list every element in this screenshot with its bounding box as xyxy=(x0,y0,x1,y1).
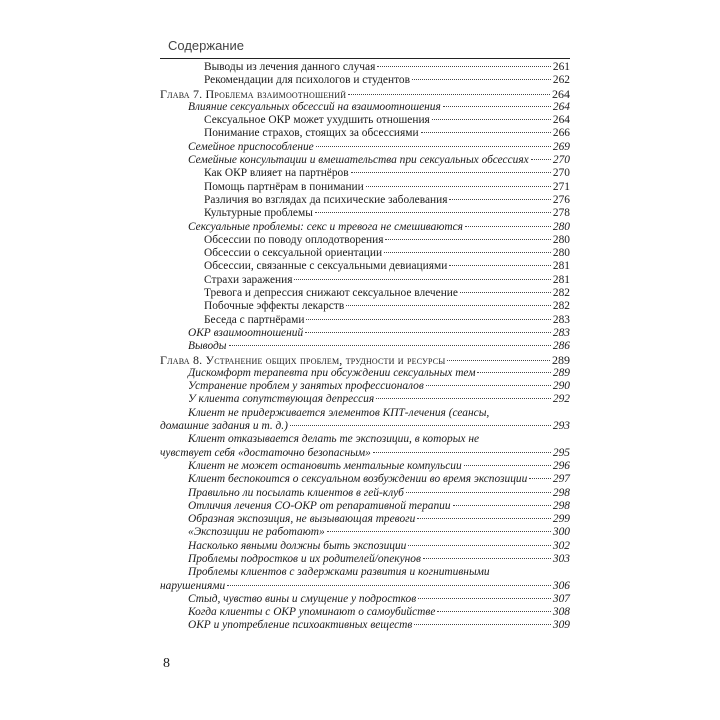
toc-entry-title: ОКР и употребление психоактивных веществ xyxy=(188,619,413,632)
toc-page-number: 264 xyxy=(552,100,570,113)
toc-entry xyxy=(160,327,570,340)
toc-chapter xyxy=(160,354,570,367)
toc-entry-title: Тревога и депрессия снижают сексуальное влечение xyxy=(204,287,458,300)
dot-leader xyxy=(432,119,551,120)
running-header: Содержание xyxy=(168,38,244,53)
toc-page-number: 306 xyxy=(552,579,570,592)
toc-entry xyxy=(160,473,570,486)
dot-leader xyxy=(447,360,550,361)
toc-page-number: 266 xyxy=(552,127,570,140)
toc-entry-title: Сексуальные проблемы: секс и тревога не смешиваются xyxy=(188,220,463,233)
toc-entry xyxy=(160,367,570,380)
toc-entry xyxy=(160,287,570,300)
dot-leader xyxy=(412,79,551,80)
toc-entry-title: Проблемы подростков и их родителей/опекунов xyxy=(188,552,421,565)
toc-entry-title: Устранение проблем у занятых профессионалов xyxy=(188,380,424,393)
toc-entry-title: Беседа с партнёрами xyxy=(204,313,305,326)
toc-page-number: 280 xyxy=(552,220,570,233)
dot-leader xyxy=(406,492,551,493)
toc-entry xyxy=(160,101,570,114)
toc-entry-title: Влияние сексуальных обсессий на взаимоотношения xyxy=(188,100,441,113)
toc-entry-title: Помощь партнёрам в понимании xyxy=(204,180,364,193)
toc-entry-title: Семейное приспособление xyxy=(188,140,314,153)
toc-entry-title: Дискомфорт терапевта при обсуждении сексуальных тем xyxy=(188,366,476,379)
toc-entry xyxy=(160,300,570,313)
toc-page-number: 289 xyxy=(552,366,570,379)
toc-entry-title: домашние задания и т. д.) xyxy=(160,420,288,433)
toc-entry-title-line1: Клиент отказывается делать те экспозиции, в которых не xyxy=(188,433,480,446)
dot-leader xyxy=(421,132,551,133)
toc-entry xyxy=(160,566,570,593)
toc-entry-title: Когда клиенты с ОКР упоминают о самоубийстве xyxy=(188,606,436,619)
toc-entry xyxy=(160,540,570,553)
dot-leader xyxy=(453,505,551,506)
dot-leader xyxy=(426,385,551,386)
header-rule xyxy=(160,58,570,59)
toc-entry xyxy=(160,314,570,327)
toc-entry xyxy=(160,500,570,513)
toc-entry-title: Образная экспозиция, не вызывающая тревоги xyxy=(188,513,416,526)
toc-entry-title: Семейные консультации и вмешательства при сексуальных обсессиях xyxy=(188,154,529,167)
toc-page-number: 297 xyxy=(552,473,570,486)
dot-leader xyxy=(423,558,551,559)
dot-leader xyxy=(460,292,551,293)
dot-leader xyxy=(351,172,551,173)
dot-leader xyxy=(384,252,551,253)
toc-page-number: 295 xyxy=(552,446,570,459)
page-number: 8 xyxy=(163,656,170,671)
dot-leader xyxy=(449,265,551,266)
toc-page-number: 282 xyxy=(552,287,570,300)
toc-entry-title: Обсессии о сексуальной ориентации xyxy=(204,247,383,260)
toc-page-number: 296 xyxy=(552,459,570,472)
toc-page-number: 289 xyxy=(552,352,570,367)
dot-leader xyxy=(443,106,551,107)
toc-page-number: 299 xyxy=(552,513,570,526)
toc-entry xyxy=(160,619,570,632)
toc-entry-title: Насколько явными должны быть экспозиции xyxy=(188,539,407,552)
toc-page-number: 281 xyxy=(552,273,570,286)
toc-entry xyxy=(160,526,570,539)
dot-leader xyxy=(376,398,551,399)
toc-page-number: 282 xyxy=(552,300,570,313)
toc-entry xyxy=(160,340,570,353)
dot-leader xyxy=(366,186,551,187)
toc-entry-title: ОКР взаимоотношений xyxy=(188,326,304,339)
toc-page-number: 307 xyxy=(552,592,570,605)
toc-entry-title: Глава 7. Проблема взаимоотношений xyxy=(160,86,347,101)
toc-entry-title: Клиент беспокоится о сексуальном возбуждении во время экспозиции xyxy=(188,473,528,486)
dot-leader xyxy=(414,624,551,625)
toc-entry-title: Обсессии по поводу оплодотворения xyxy=(204,233,384,246)
toc-chapter xyxy=(160,88,570,101)
dot-leader xyxy=(531,159,551,160)
dot-leader xyxy=(449,199,550,200)
dot-leader xyxy=(348,94,550,95)
toc-entry xyxy=(160,380,570,393)
toc-entry-title-line1: Клиент не придерживается элементов КПТ-лечения (сеансы, xyxy=(188,406,490,419)
dot-leader xyxy=(306,319,550,320)
dot-leader xyxy=(290,425,551,426)
toc-page-number: 309 xyxy=(552,619,570,632)
toc-entry-title: Правильно ли посылать клиентов в гей-клуб xyxy=(188,486,404,499)
toc-entry xyxy=(160,487,570,500)
dot-leader xyxy=(315,212,551,213)
toc-entry-title: Выводы из лечения данного случая xyxy=(204,61,376,73)
dot-leader xyxy=(437,611,551,612)
dot-leader xyxy=(316,146,551,147)
toc-page-number: 271 xyxy=(552,180,570,193)
toc-entry xyxy=(160,593,570,606)
toc-entry-title: Клиент не может остановить ментальные компульсии xyxy=(188,459,462,472)
toc-page-number: 298 xyxy=(552,499,570,512)
toc-entry-title-line1: Проблемы клиентов с задержками развития и когнитивными xyxy=(188,566,490,579)
toc-entry-title: Выводы xyxy=(188,340,227,353)
toc-entry xyxy=(160,181,570,194)
toc-page-number: 308 xyxy=(552,606,570,619)
toc-entry xyxy=(160,393,570,406)
toc-entry xyxy=(160,606,570,619)
dot-leader xyxy=(385,239,550,240)
toc-page-number: 264 xyxy=(552,114,570,127)
toc-page-number: 278 xyxy=(552,207,570,220)
toc-entry xyxy=(160,154,570,167)
toc-entry-title: Побочные эффекты лекарств xyxy=(204,300,345,313)
dot-leader xyxy=(477,372,550,373)
toc-entry xyxy=(160,221,570,234)
dot-leader xyxy=(408,545,551,546)
toc-page-number: 283 xyxy=(552,326,570,339)
toc-entry xyxy=(160,127,570,140)
dot-leader xyxy=(465,226,551,227)
toc-entry xyxy=(160,167,570,180)
toc-entry xyxy=(160,433,570,460)
toc-page-number: 280 xyxy=(552,247,570,260)
toc-entry-title: Различия во взглядах да психические заболевания xyxy=(204,193,448,206)
toc-entry xyxy=(160,513,570,526)
toc-page-number: 261 xyxy=(552,61,570,73)
toc-page-number: 270 xyxy=(552,154,570,167)
toc-entry-title: Как ОКР влияет на партнёров xyxy=(204,167,349,180)
toc-entry-title: Культурные проблемы xyxy=(204,207,313,220)
toc-entry-title: «Экспозиции не работают» xyxy=(188,526,325,539)
dot-leader xyxy=(294,279,550,280)
toc-page-number: 283 xyxy=(552,313,570,326)
dot-leader xyxy=(346,305,551,306)
toc-entry xyxy=(160,141,570,154)
dot-leader xyxy=(417,518,551,519)
toc-entry xyxy=(160,260,570,273)
toc-entry-title: Отличия лечения СО-ОКР от репаративной терапии xyxy=(188,499,451,512)
toc-page-number: 276 xyxy=(552,193,570,206)
toc-page-number: 292 xyxy=(552,393,570,406)
dot-leader xyxy=(529,478,551,479)
dot-leader xyxy=(327,531,551,532)
toc-entry-title: Глава 8. Устранение общих проблем, трудности и ресурсы xyxy=(160,352,446,367)
toc-entry xyxy=(160,234,570,247)
toc-entry-title: Обсессии, связанные с сексуальными девиациями xyxy=(204,260,448,273)
toc-page-number: 298 xyxy=(552,486,570,499)
toc-page-number: 281 xyxy=(552,260,570,273)
toc-entry xyxy=(160,114,570,127)
toc-entry xyxy=(160,74,570,87)
toc-entry-title: чувствует себя «достаточно безопасным» xyxy=(160,446,371,459)
toc-page-number: 264 xyxy=(552,86,570,101)
toc-entry xyxy=(160,194,570,207)
toc-entry-title: Стыд, чувство вины и смущение у подростков xyxy=(188,592,417,605)
toc-entry xyxy=(160,61,570,74)
table-of-contents xyxy=(160,61,570,633)
toc-entry xyxy=(160,460,570,473)
toc-entry-title: Понимание страхов, стоящих за обсессиями xyxy=(204,127,419,140)
toc-entry xyxy=(160,407,570,434)
dot-leader xyxy=(229,345,551,346)
dot-leader xyxy=(227,585,551,586)
dot-leader xyxy=(373,452,551,453)
toc-page-number: 286 xyxy=(552,340,570,353)
toc-page-number: 270 xyxy=(552,167,570,180)
dot-leader xyxy=(377,66,551,67)
dot-leader xyxy=(418,598,551,599)
toc-entry-title: Сексуальное ОКР может ухудшить отношения xyxy=(204,114,430,127)
toc-entry xyxy=(160,207,570,220)
toc-page-number: 290 xyxy=(552,380,570,393)
toc-entry-title: Рекомендации для психологов и студентов xyxy=(204,74,410,87)
toc-entry xyxy=(160,553,570,566)
toc-page-number: 303 xyxy=(552,552,570,565)
toc-entry-title: нарушениями xyxy=(160,579,226,592)
toc-page-number: 280 xyxy=(552,233,570,246)
toc-entry xyxy=(160,274,570,287)
toc-entry xyxy=(160,247,570,260)
toc-page-number: 269 xyxy=(552,140,570,153)
toc-entry-title: Страхи заражения xyxy=(204,273,293,286)
dot-leader xyxy=(305,332,551,333)
toc-page-number: 300 xyxy=(552,526,570,539)
toc-page-number: 293 xyxy=(552,420,570,433)
toc-entry-title: У клиента сопутствующая депрессия xyxy=(188,393,375,406)
toc-page-number: 262 xyxy=(552,74,570,87)
toc-page-number: 302 xyxy=(552,539,570,552)
dot-leader xyxy=(464,465,551,466)
